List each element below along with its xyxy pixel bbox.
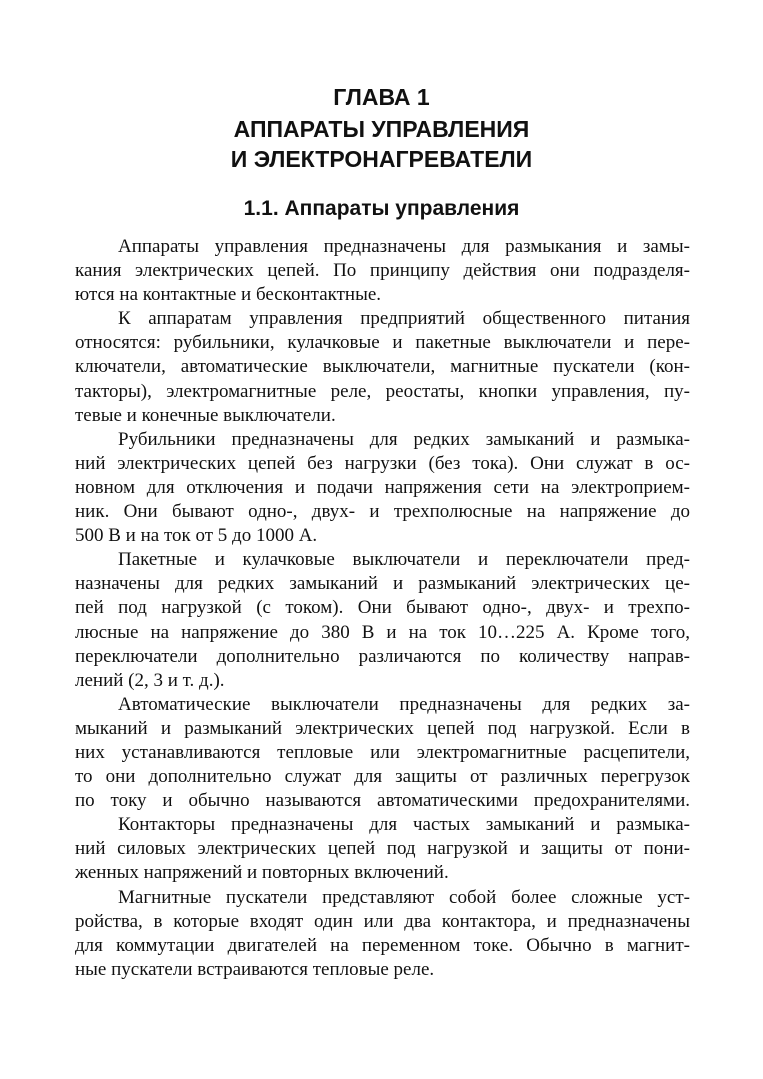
text-line: новном для отключения и подачи напряжения сети на электроприем- bbox=[75, 476, 690, 498]
text-line: лений (2, 3 и т. д.). bbox=[75, 669, 225, 691]
text-line: пей под нагрузкой (с током). Они бывают одно-, двух- и трехпо- bbox=[75, 597, 690, 619]
text-line: переключатели дополнительно различаются по количеству направ- bbox=[75, 645, 690, 667]
text-line: такторы), электромагнитные реле, реостаты, кнопки управления, пу- bbox=[75, 380, 690, 402]
body-text bbox=[75, 235, 690, 982]
text-line: К аппаратам управления предприятий общественного питания bbox=[118, 308, 690, 330]
text-line: люсные на напряжение до 380 В и на ток 10…225 А. Кроме того, bbox=[75, 621, 690, 643]
text-line: Аппараты управления предназначены для размыкания и замы- bbox=[118, 236, 690, 257]
text-line: кания электрических цепей. По принципу действия они подразделя- bbox=[75, 260, 690, 282]
text-line: ний электрических цепей без нагрузки (без тока). Они служат в ос- bbox=[75, 452, 690, 474]
text-line: Рубильники предназначены для редких замыканий и размыка- bbox=[118, 428, 690, 450]
text-line: ний силовых электрических цепей под нагрузкой и защиты от пони- bbox=[75, 838, 690, 860]
text-line: ные пускатели встраиваются тепловые реле. bbox=[75, 958, 435, 980]
text-line: Автоматические выключатели предназначены для редких за- bbox=[118, 693, 690, 715]
text-line: 500 В и на ток от 5 до 1000 А. bbox=[75, 525, 318, 547]
text-line: для коммутации двигателей на переменном токе. Обычно в магнит- bbox=[75, 934, 690, 956]
text-line: назначены для редких замыканий и размыканий электрических це- bbox=[75, 573, 690, 595]
text-line: Пакетные и кулачковые выключатели и переключатели пред- bbox=[118, 549, 690, 571]
text-line: ются на контактные и бесконтактные. bbox=[75, 284, 382, 306]
section-heading: 1.1. Аппараты управления bbox=[243, 197, 520, 220]
text-line: то они дополнительно служат для защиты от различных перегрузок bbox=[75, 766, 690, 788]
text-line: ник. Они бывают одно-, двух- и трехполюсные на напряжение до bbox=[75, 501, 690, 523]
text-line: женных напряжений и повторных включений. bbox=[75, 862, 449, 884]
text-line: мыканий и размыканий электрических цепей под нагрузкой. Если в bbox=[75, 717, 690, 739]
text-line: Магнитные пускатели представляют собой более сложные уст- bbox=[118, 886, 690, 908]
chapter-label: ГЛАВА 1 bbox=[333, 84, 430, 110]
chapter-title-line-1: АППАРАТЫ УПРАВЛЕНИЯ bbox=[233, 116, 530, 142]
text-line: по току и обычно называются автоматическими предохранителями. bbox=[75, 790, 690, 812]
chapter-title-line-2: И ЭЛЕКТРОНАГРЕВАТЕЛИ bbox=[230, 146, 533, 172]
text-line: относятся: рубильники, кулачковые и пакетные выключатели и пере- bbox=[75, 332, 690, 354]
text-line: Контакторы предназначены для частых замыканий и размыка- bbox=[118, 814, 690, 836]
text-line: тевые и конечные выключатели. bbox=[75, 404, 336, 426]
text-line: ройства, в которые входят один или два контактора, и предназначены bbox=[75, 910, 690, 932]
text-line: них устанавливаются тепловые или электромагнитные расцепители, bbox=[75, 741, 690, 763]
text-line: ключатели, автоматические выключатели, магнитные пускатели (кон- bbox=[75, 356, 690, 378]
